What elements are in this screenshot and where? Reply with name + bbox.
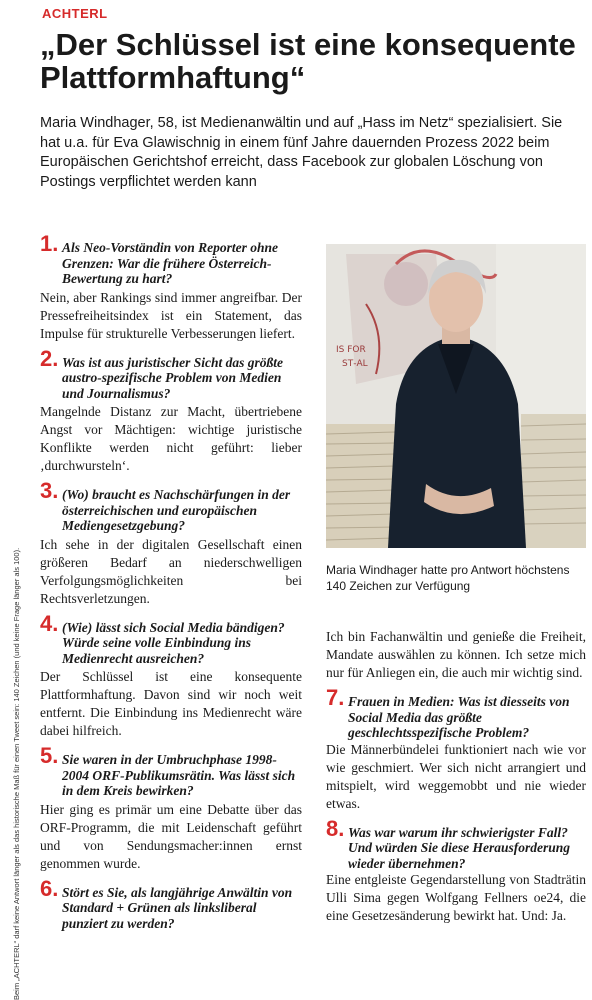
svg-text:IS FOR: IS FOR [336, 345, 366, 355]
question-number: 6. [40, 875, 59, 901]
question-5 [40, 743, 302, 799]
answer-1: Nein, aber Rankings sind immer angreifbar. Der Pressefreiheitsindex ist ein Statement, das Impulse für strukturelle Verbesserungen liefert. [40, 289, 302, 341]
article-intro: Maria Windhager, 58, ist Medienanwältin und auf „Hass im Netz“ spezialisiert. Sie hat u.a. für Eva Glawischnig in einem fünf Jahre dauernden Prozess 2022 beim Europäischen Gerichtshof erreicht, dass Facebook zur globalen Löschung von Postings verpflichtet werden kann [40, 115, 563, 190]
answer-6: Ich bin Fachanwältin und genieße die Freiheit, Mandate auswählen zu können. Ich setze mich nur für Anliegen ein, die auch mir wichtig sind. [326, 629, 586, 680]
answer-4: Der Schlüssel ist eine konsequente Plattformhaftung. Davon sind wir noch weit entfernt. Die Einbindung ins Medienrecht wäre dabei hilfreich. [40, 669, 302, 738]
question-6 [40, 875, 302, 932]
question-text: (Wie) lässt sich Social Media bändigen? Würde seine volle Einbindung ins Medienrecht ausreichen? [62, 619, 285, 666]
question-number: 5. [40, 743, 59, 768]
qa-item-5 [40, 743, 302, 873]
question-4 [40, 610, 302, 667]
question-number: 3. [40, 478, 59, 503]
question-text: Als Neo-Vorständin von Reporter ohne Grenzen: War die frühere Österreich-Bewertung zu hart? [62, 240, 279, 286]
answer-3: Ich sehe in der digitalen Gesellschaft einen größeren Bedarf an niederschwelligen Verfolgungsmöglichkeiten bei Rechtsverletzungen. [40, 536, 302, 606]
answer-7: Die Männerbündelei funktioniert nach wie vor wie geschmiert. Wer sich nicht arrangiert und mitspielt, wird weggemobbt und nie wieder etwas. [326, 741, 586, 811]
right-column [326, 628, 586, 937]
question-number: 7. [326, 685, 345, 710]
portrait-photo [326, 244, 586, 548]
side-note: Beim „ACHTERL“ darf keine Antwort länger als das historische Maß für einen Tweet sein: 140 Zeichen (und keine Frage länger als 100). [12, 547, 21, 1000]
question-number: 4. [40, 610, 59, 636]
question-number: 1. [40, 231, 59, 256]
article-title: „Der Schlüssel ist eine konsequente Plattformhaftung“ [40, 27, 576, 95]
qa-item-1 [40, 231, 302, 343]
portrait-illustration [326, 244, 586, 548]
question-3 [40, 478, 302, 534]
qa-item-2 [40, 345, 302, 476]
qa-item-4 [40, 610, 302, 741]
photo-caption: Maria Windhager hatte pro Antwort höchstens 140 Zeichen zur Verfügung [326, 563, 570, 593]
left-column [40, 231, 302, 943]
qa-item-8 [326, 815, 586, 926]
answer-5: Hier ging es primär um eine Debatte über das ORF-Programm, die mit Leidenschaft geführt und von Sendungsmacher:innen ernst genommen wurde. [40, 801, 302, 871]
answer-8: Eine entgleiste Gegendarstellung von Stadträtin Ulli Sima gegen Wolfgang Fellners oe24, die eine Gesetzesänderung bewirkt hat. Und: Ja. [326, 872, 586, 923]
qa-item-7 [326, 685, 586, 813]
question-7 [326, 685, 586, 741]
answer-2: Mangelnde Distanz zur Macht, übertriebene Angst vor Mächtigen: wichtige juristische Konflikte werden nicht geführt: lieber ‚durchwursteln‘. [40, 404, 302, 473]
qa-item-6-answer [326, 628, 586, 682]
question-number: 2. [40, 345, 59, 371]
question-2 [40, 345, 302, 402]
question-text: Was war warum ihr schwierigster Fall? Und würden Sie diese Herausforderung wieder übernehmen? [348, 824, 571, 871]
question-text: Sie waren in der Umbruchphase 1998-2004 ORF-Publikumsrätin. Was lässt sich in dem Kreis bewirken? [62, 752, 296, 798]
question-number: 8. [326, 815, 345, 841]
svg-text:ST‑AL: ST‑AL [342, 359, 368, 369]
question-text: Stört es Sie, als langjährige Anwältin von Standard + Grünen als linksliberal punziert zu werden? [62, 884, 293, 931]
question-text: Frauen in Medien: Was ist diesseits von Social Media das größte geschlechtsspezifische Problem? [348, 694, 570, 740]
question-1 [40, 231, 302, 287]
section-kicker: ACHTERL [42, 6, 108, 21]
question-text: Was ist aus juristischer Sicht das größte austro-spezifische Problem von Medien und Journalismus? [62, 354, 284, 401]
qa-item-3 [40, 478, 302, 608]
question-8 [326, 815, 586, 872]
question-text: (Wo) braucht es Nachschärfungen in der österreichischen und europäischen Mediengesetzgebung? [62, 487, 291, 533]
qa-item-6 [40, 875, 302, 932]
